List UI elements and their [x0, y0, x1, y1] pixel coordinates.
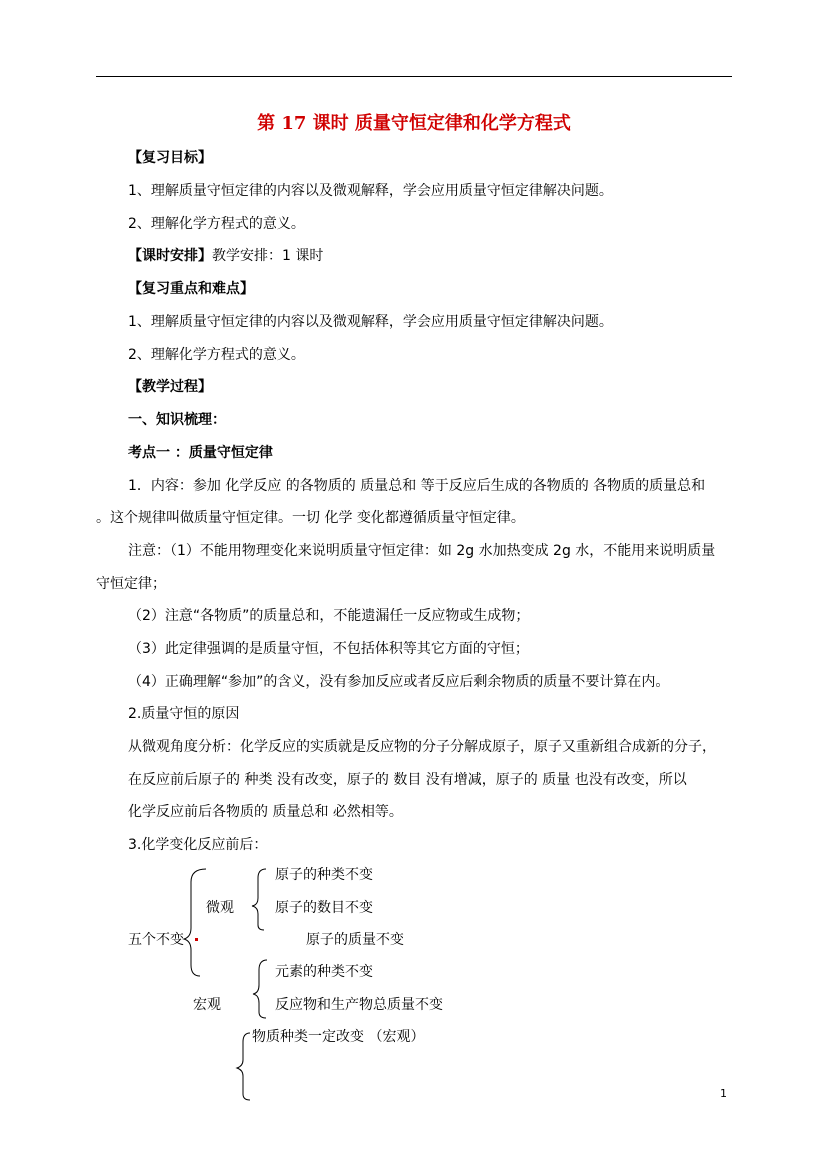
schedule-text: 教学安排：1 课时 [212, 248, 324, 264]
change-heading: 3.化学变化反应前后： [128, 837, 268, 853]
key-item-2: 2、理解化学方程式的意义。 [128, 347, 305, 363]
main-brace [184, 869, 206, 976]
micro-brace [252, 869, 266, 930]
note-item-2: （2）注意“各物质”的质量总和，不能遗漏任一反应物或生成物； [128, 608, 530, 624]
reason-heading: 2.质量守恒的原因 [128, 706, 240, 722]
macro-brace [253, 960, 267, 1018]
total-mass-text: 反应物和生产物总质量不变 [275, 997, 443, 1013]
lower-brace [237, 1033, 250, 1100]
content-line-2: 。这个规律叫做质量守恒定律。一切 化学 变化都遵循质量守恒定律。 [96, 510, 525, 526]
note-item-4: （4）正确理解“参加”的含义，没有参加反应或者反应后剩余物质的质量不要计算在内。 [128, 674, 670, 690]
key-points-heading: 【复习重点和难点】 [128, 281, 254, 297]
atom-number-text: 原子的数目不变 [275, 900, 373, 916]
macro-label: 宏观 [193, 997, 221, 1013]
goal-item-1: 1、理解质量守恒定律的内容以及微观解释，学会应用质量守恒定律解决问题。 [128, 183, 613, 199]
key-item-1: 1、理解质量守恒定律的内容以及微观解释，学会应用质量守恒定律解决问题。 [128, 314, 613, 330]
note-item-3: （3）此定律强调的是质量守恒，不包括体积等其它方面的守恒； [128, 641, 529, 657]
reason-line-3: 化学反应前后各物质的 质量总和 必然相等。 [128, 804, 403, 820]
reason-line-1: 从微观角度分析：化学反应的实质就是反应物的分子分解成原子，原子又重新组合成新的分子， [128, 739, 716, 755]
atom-kind-text: 原子的种类不变 [275, 867, 373, 883]
page-number: 1 [720, 1087, 727, 1100]
review-goal-heading: 【复习目标】 [128, 150, 212, 166]
reason-line-2: 在反应前后原子的 种类 没有改变，原子的 数目 没有增减，原子的 质量 也没有改变，所以 [128, 772, 687, 788]
element-kind-text: 元素的种类不变 [275, 964, 373, 980]
micro-label: 微观 [206, 900, 234, 916]
section-heading: 一、知识梳理： [128, 412, 226, 428]
note-line-2: 守恒定律； [96, 576, 166, 592]
teaching-process-heading: 【教学过程】 [128, 379, 212, 395]
goal-item-2: 2、理解化学方程式的意义。 [128, 216, 305, 232]
point-heading: 考点一 ：质量守恒定律 [128, 445, 273, 461]
atom-mass-text: 原子的质量不变 [306, 932, 404, 948]
note-line-1: 注意：（1）不能用物理变化来说明质量守恒定律：如 2g 水加热变成 2g 水，不能用来说明质量 [128, 543, 716, 559]
content-line-1: 1．内容：参加 化学反应 的各物质的 质量总和 等于反应后生成的各物质的 各物质的质量总和 [128, 478, 706, 494]
substance-change-text: 物质种类一定改变 （宏观） [252, 1029, 425, 1045]
schedule-heading: 【课时安排】 [128, 248, 212, 264]
lesson-title: 第 17 课时 质量守恒定律和化学方程式 [257, 113, 571, 134]
five-constant-label: 五个不变 [128, 932, 184, 948]
